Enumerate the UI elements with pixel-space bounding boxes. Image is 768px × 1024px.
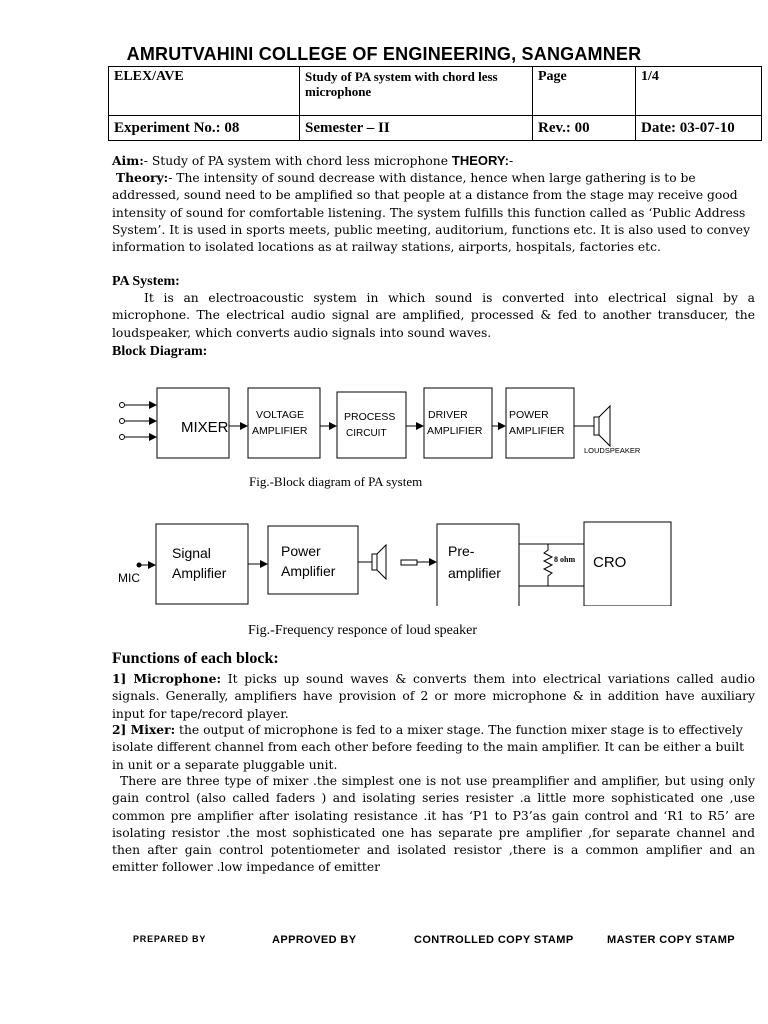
loudspeaker-icon — [594, 406, 610, 446]
block-label-driver: DRIVER — [428, 409, 468, 421]
signal-label: Signal — [172, 545, 211, 561]
controlled-copy-stamp: CONTROLLED COPY STAMP — [414, 934, 574, 946]
power-label: Power — [281, 543, 321, 559]
prepared-by: PREPARED BY — [133, 934, 207, 944]
resistor-label: 8 ohm — [554, 555, 576, 564]
theory-text: - The intensity of sound decrease with distance, hence when large gathering is to be addressed, sound need to be amplified so that people at a distance from the stage may receive good intensity of sound for comfortable listening. The system fulfills this function called as ‘Public Address System’. It is used in sports meets, public meeting, auditorium, functions etc. It is also used to convey information to isolated locations as at railway stations, airports, hospitals, factories etc. — [112, 171, 751, 255]
voltage-amplifier-block — [248, 388, 320, 458]
rev-cell: Rev.: 00 — [533, 116, 636, 141]
pa-system-heading: PA System: — [112, 274, 180, 289]
aim-label: Aim: — [112, 153, 144, 168]
block-label-voltage: VOLTAGE — [256, 409, 305, 421]
functions-heading: Functions of each block: — [112, 650, 279, 667]
pre-label: Pre- — [448, 543, 475, 559]
resistor-icon — [544, 544, 552, 586]
aim-text: - Study of PA system with chord less microphone — [143, 154, 452, 168]
semester-cell: Semester – II — [300, 116, 533, 141]
mixer-text: the output of microphone is fed to a mixer stage. The function mixer stage is to effectively isolate different channel from each other before feeding to the main amplifier. It can be either a built in unit or a separate pluggable unit. — [112, 723, 745, 772]
power-amplifier-block — [506, 388, 574, 458]
block-label-power-amp: AMPLIFIER — [509, 425, 565, 437]
pa-system-text: It is an electroacoustic system in which sound is converted into electrical signal by a microphone. The electrical audio signal are amplified, processed & fed to another transducer, the loudspeaker, which converts audio signals into sound waves. — [112, 291, 755, 340]
mixer-label: 2] Mixer: — [112, 722, 176, 737]
power-amplifier-block-2 — [268, 526, 358, 594]
theory-heading-tail: - — [508, 154, 514, 168]
pre-amplifier-label: amplifier — [448, 565, 501, 581]
page-value-cell: 1/4 — [636, 67, 762, 116]
mixer-inputs — [120, 403, 157, 440]
mic-label: MIC — [118, 571, 140, 585]
master-copy-stamp: MASTER COPY STAMP — [607, 934, 736, 946]
process-circuit-block — [337, 392, 406, 458]
microphone-icon — [401, 560, 417, 565]
page-label-cell: Page — [533, 67, 636, 116]
block-label-driver-amp: AMPLIFIER — [427, 425, 483, 437]
loudspeaker-label: LOUDSPEAKER — [584, 446, 641, 455]
driver-amplifier-block — [424, 388, 492, 458]
title-cell: Study of PA system with chord less microphone — [300, 67, 533, 116]
experiment-cell: Experiment No.: 08 — [109, 116, 300, 141]
block-label-power: POWER — [509, 409, 549, 421]
block-label-process: PROCESS — [344, 411, 396, 423]
fig1-caption: Fig.-Block diagram of PA system — [249, 474, 423, 489]
theory-heading: THEORY: — [451, 153, 509, 168]
header-table — [108, 66, 762, 141]
pa-block-diagram — [0, 370, 768, 470]
loudspeaker-icon-2 — [372, 545, 386, 579]
power-amplifier-label: Amplifier — [281, 563, 336, 579]
microphone-label: 1] Microphone: — [112, 671, 221, 686]
block-diagram-heading: Block Diagram: — [112, 344, 208, 359]
college-title: AMRUTVAHINI COLLEGE OF ENGINEERING, SANGAMNER — [126, 44, 642, 64]
theory-paragraph — [112, 169, 757, 256]
frequency-response-diagram — [0, 516, 768, 606]
theory-label: Theory: — [115, 170, 169, 185]
signal-amplifier-block — [156, 524, 248, 604]
microphone-text: It picks up sound waves & converts them into electrical variations called audio signals. Generally, amplifiers have provision of 2 or more microphone & in addition have auxiliary input for tape/record player. — [112, 672, 755, 721]
block-label-amplifier: AMPLIFIER — [252, 425, 308, 437]
date-cell: Date: 03-07-10 — [636, 116, 762, 141]
block-label-circuit: CIRCUIT — [346, 428, 387, 439]
aim-line — [112, 152, 755, 170]
block-label-mixer: MIXER — [181, 419, 229, 436]
fig2-caption: Fig.-Frequency responce of loud speaker — [248, 623, 477, 638]
dept-cell: ELEX/AVE — [109, 67, 300, 116]
cro-label: CRO — [593, 554, 627, 571]
mixer-paragraph — [112, 721, 755, 774]
signal-amplifier-label: Amplifier — [172, 565, 227, 581]
mixer-types-paragraph: There are three type of mixer .the simplest one is not use preamplifier and amplifier, but using only gain control (also called faders ) and isolating series resister .a little more sophisticated one ,use common pre amplifier after isolating resistance .it has ‘P1 to P3’as gain control and ‘R1 to R5’ are isolating resistor .the most sophisticated one has separate pre amplifier ,for separate channel and then after gain control potentiometer and isolated resistor ,there is a common amplifier and an emitter follower .low impedance of emitter — [112, 774, 755, 875]
mic-dot — [137, 563, 142, 568]
microphone-paragraph — [112, 670, 755, 723]
approved-by: APPROVED BY — [272, 934, 357, 946]
